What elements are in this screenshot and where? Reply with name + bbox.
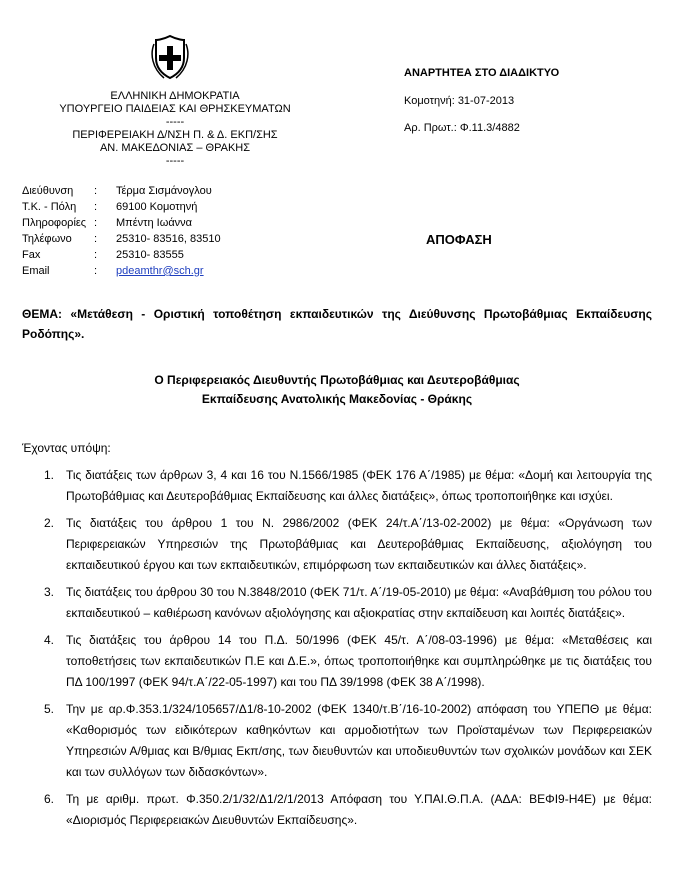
director-title-line-2: Εκπαίδευσης Ανατολικής Μακεδονίας - Θράκης <box>201 392 473 406</box>
list-item-number: 2. <box>44 516 55 530</box>
contact-separator: : <box>94 233 98 245</box>
list-item-number: 4. <box>44 633 55 647</box>
list-item-text: Τις διατάξεις του άρθρου 1 του Ν. 2986/2002 (ΦΕΚ 24/τ.Α΄/13-02-2002) με θέμα: «Οργάνωση των Περιφερειακών Υπηρεσιών της Πρωτοβάθμιας και Δευτεροβάθμιας Εκπαίδευσης, αξιολόγηση του εκπαιδευτικού έργου και των εκπαιδευτικών, επιμόρφωση των εκπαιδευτικών και άλλες διατάξεις». <box>66 516 652 572</box>
contact-row <box>22 201 221 217</box>
contact-table <box>22 185 221 281</box>
post-online-label: ΑΝΑΡΤΗΤΕΑ ΣΤΟ ΔΙΑΔΙΚΤΥΟ <box>404 67 560 79</box>
issuer-block <box>40 90 310 168</box>
directorate-line-1: ΠΕΡΙΦΕΡΕΙΑΚΗ Δ/ΝΣΗ Π. & Δ. ΕΚΠ/ΣΗΣ <box>72 129 278 141</box>
contact-label: Τ.Κ. - Πόλη <box>22 201 77 213</box>
contact-value: 69100 Κομοτηνή <box>116 201 198 213</box>
subject-line: ΘΕΜΑ: «Μετάθεση - Οριστική τοποθέτηση εκπαιδευτικών της Διεύθυνσης Πρωτοβάθμιας Εκπαίδευσης Ροδόπης». <box>22 307 652 341</box>
contact-separator: : <box>94 185 98 197</box>
email-link[interactable]: pdeamthr@sch.gr <box>116 265 204 277</box>
list-item <box>22 465 652 507</box>
list-item <box>22 582 652 624</box>
reference-block <box>404 66 559 148</box>
list-item-number: 3. <box>44 585 55 599</box>
contact-separator: : <box>94 217 98 229</box>
contact-label: Τηλέφωνο <box>22 233 72 245</box>
contact-value <box>116 265 221 281</box>
separator: ----- <box>165 155 185 167</box>
contact-label: Email <box>22 265 50 277</box>
director-title-line-1: Ο Περιφερειακός Διευθυντής Πρωτοβάθμιας και Δευτεροβάθμιας <box>154 373 520 387</box>
list-item <box>22 630 652 693</box>
contact-row <box>22 233 221 249</box>
list-item <box>22 699 652 783</box>
contact-label: Πληροφορίες <box>22 217 87 229</box>
ministry-name: ΥΠΟΥΡΓΕΙΟ ΠΑΙΔΕΙΑΣ ΚΑΙ ΘΡΗΣΚΕΥΜΑΤΩΝ <box>59 103 291 115</box>
contact-row <box>22 249 221 265</box>
director-title <box>22 371 652 409</box>
contact-row <box>22 185 221 201</box>
contact-separator: : <box>94 249 98 261</box>
list-item-number: 5. <box>44 702 55 716</box>
list-item <box>22 513 652 576</box>
contact-value: 25310- 83516, 83510 <box>116 233 221 245</box>
list-item-text: Τις διατάξεις των άρθρων 3, 4 και 16 του Ν.1566/1985 (ΦΕΚ 176 Α΄/1985) με θέμα: «Δομή και λειτουργία της Πρωτοβάθμιας και Δευτεροβάθμιας Εκπαίδευσης και άλλες διατάξεις», όπως τροποποιήθηκε και ισχύει. <box>66 468 652 503</box>
protocol-number: Αρ. Πρωτ.: Φ.11.3/4882 <box>404 122 520 134</box>
contact-row <box>22 265 221 281</box>
contact-separator: : <box>94 265 98 277</box>
legal-basis-list <box>22 465 652 837</box>
separator: ----- <box>165 116 185 128</box>
contact-row <box>22 217 221 233</box>
country-name: ΕΛΛΗΝΙΚΗ ΔΗΜΟΚΡΑΤΙΑ <box>110 90 240 102</box>
list-item <box>22 789 652 831</box>
greek-emblem-icon <box>150 34 190 80</box>
place-date: Κομοτηνή: 31-07-2013 <box>404 95 515 107</box>
list-item-number: 1. <box>44 468 55 482</box>
contact-separator: : <box>94 201 98 213</box>
contact-value: Τέρμα Σισμάνογλου <box>116 185 212 197</box>
considering-label: Έχοντας υπόψη: <box>22 441 111 455</box>
list-item-text: Τις διατάξεις του άρθρου 30 του Ν.3848/2010 (ΦΕΚ 71/τ. Α΄/19-05-2010) με θέμα: «Αναβάθμιση του ρόλου του εκπαιδευτικού – καθιέρωση κανόνων αξιολόγησης και αξιοκρατίας στην εκπαίδευση και λοιπές διατάξεις». <box>66 585 652 620</box>
list-item-text: Τη με αριθμ. πρωτ. Φ.350.2/1/32/Δ1/2/1/2013 Απόφαση του Υ.ΠΑΙ.Θ.Π.Α. (ΑΔΑ: ΒΕΦΙ9-Η4Ε) με θέμα: «Διορισμός Περιφερειακών Διευθυντών Εκπαίδευσης». <box>66 792 652 827</box>
directorate-line-2: ΑΝ. ΜΑΚΕΔΟΝΙΑΣ – ΘΡΑΚΗΣ <box>99 142 251 154</box>
list-item-text: Τις διατάξεις του άρθρου 14 του Π.Δ. 50/1996 (ΦΕΚ 45/τ. Α΄/08-03-1996) με θέμα: «Μεταθέσεις και τοποθετήσεις των εκπαιδευτικών Π.Ε και Δ.Ε.», όπως τροποποιήθηκε και συμπληρώθηκε με τις διατάξεις του ΠΔ 100/1997 (ΦΕΚ 94/τ.Α΄/22-05-1997) και του ΠΔ 39/1998 (ΦΕΚ 38 Α΄/1998). <box>66 633 652 689</box>
list-item-text: Την με αρ.Φ.353.1/324/105657/Δ1/8-10-2002 (ΦΕΚ 1340/τ.Β΄/16-10-2002) απόφαση του ΥΠΕΠΘ με θέμα: «Καθορισμός των ειδικότερων καθηκόντων και αρμοδιοτήτων των Προϊσταμένων των Περιφερειακών Υπηρεσιών Α/θμιας και Β/θμιας Εκπ/σης, των διευθυντών και υποδιευθυντών των σχολικών μονάδων και ΣΕΚ και των συλλόγων των διδασκόντων». <box>66 702 652 779</box>
contact-value: 25310- 83555 <box>116 249 184 261</box>
contact-label: Fax <box>22 249 41 261</box>
decision-heading: ΑΠΟΦΑΣΗ <box>426 232 492 247</box>
list-item-number: 6. <box>44 792 55 806</box>
contact-value: Μπέντη Ιωάννα <box>116 217 193 229</box>
contact-label: Διεύθυνση <box>22 185 74 197</box>
